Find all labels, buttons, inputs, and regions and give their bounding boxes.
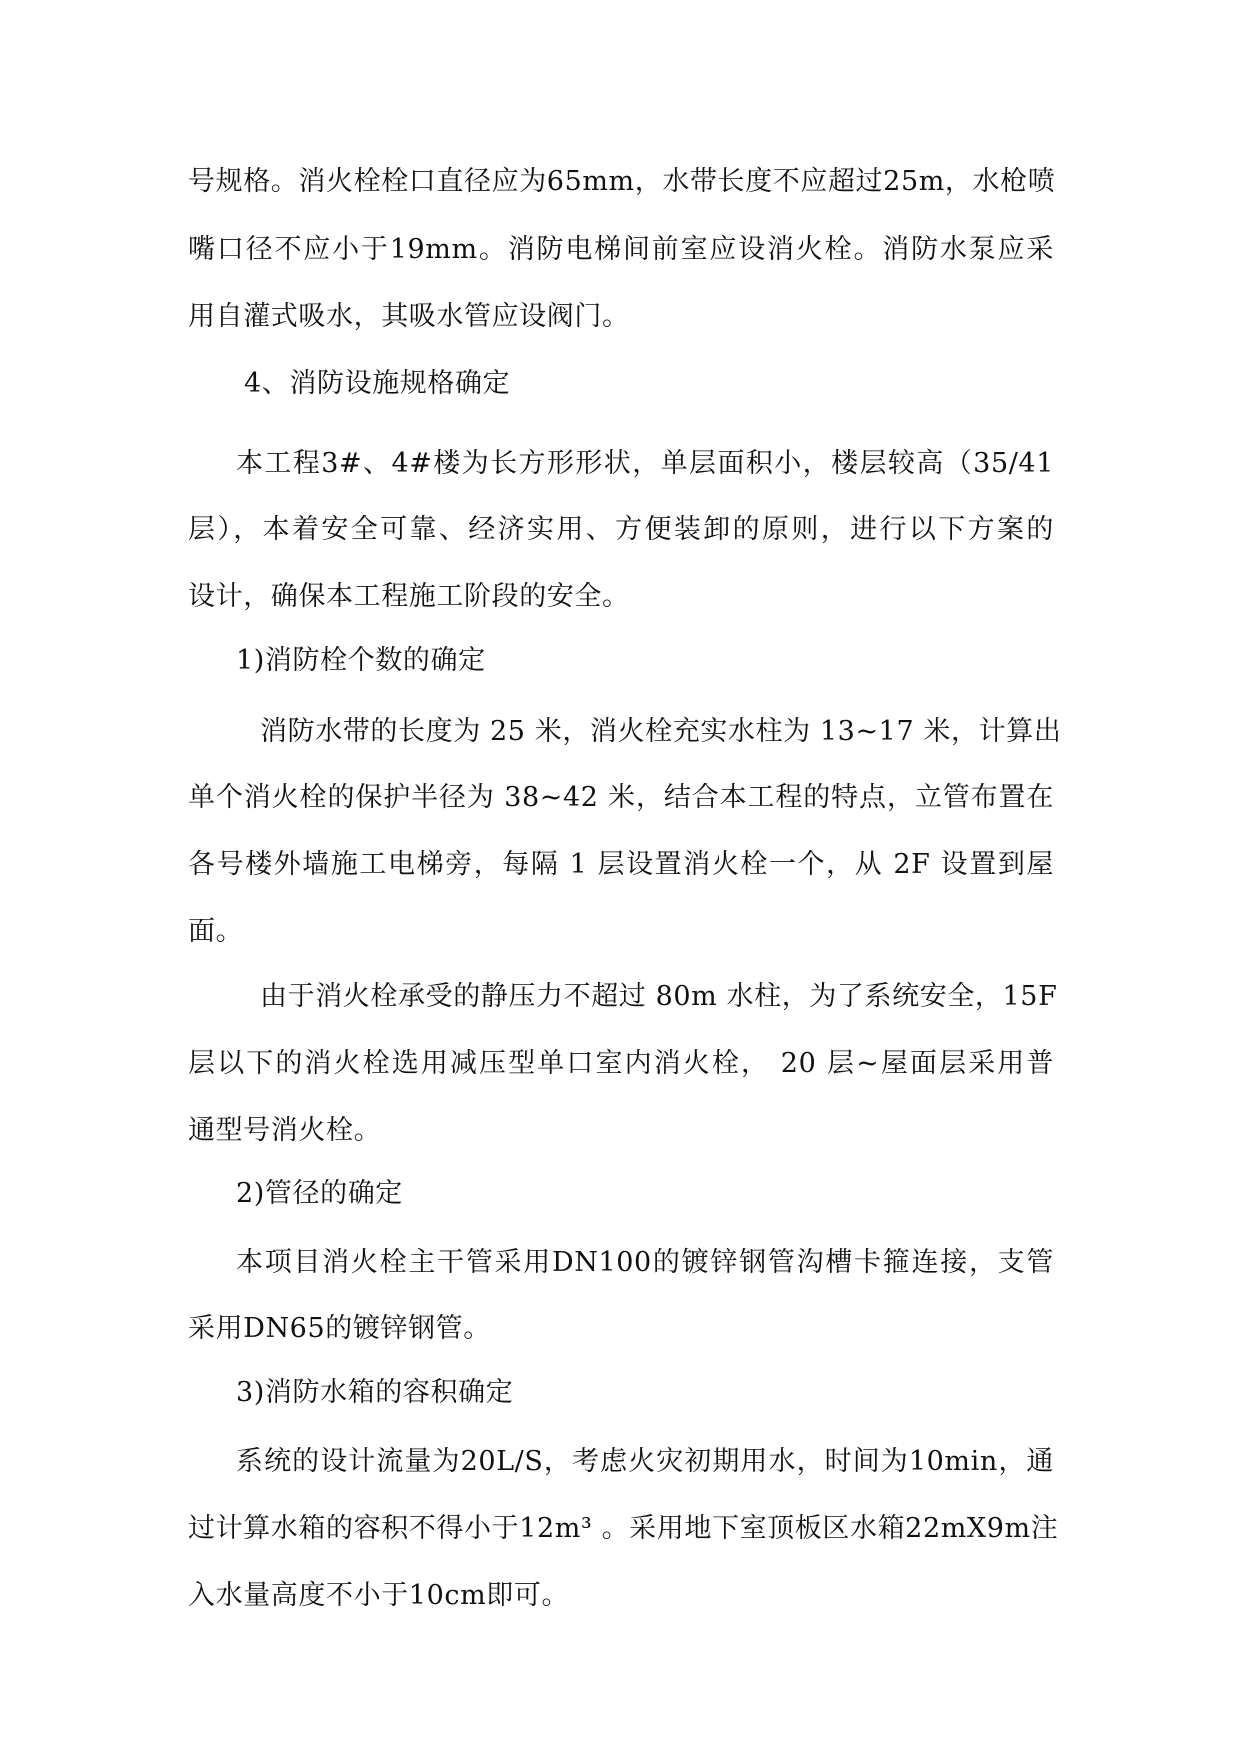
text-line: 设计，确保本工程施工阶段的安全。 xyxy=(188,581,630,612)
subsection-heading: 1)消防栓个数的确定 xyxy=(236,645,486,676)
text-line: 用自灌式吸水，其吸水管应设阀门。 xyxy=(188,301,630,332)
text-line: 面。 xyxy=(188,916,244,947)
subsection-heading: 3)消防水箱的容积确定 xyxy=(236,1377,514,1408)
text-line: 嘴口径不应小于19mm。消防电梯间前室应设消火栓。消防水泵应采 xyxy=(188,234,1054,265)
text-line: 单个消火栓的保护半径为 38~42 米，结合本工程的特点，立管布置在 xyxy=(188,782,1054,813)
text-line: 号规格。消火栓栓口直径应为65mm，水带长度不应超过25m，水枪喷 xyxy=(188,166,1056,197)
text-line: 系统的设计流量为20L/S，考虑火灾初期用水，时间为10min，通 xyxy=(236,1446,1054,1477)
text-line: 层以下的消火栓选用减压型单口室内消火栓， 20 层~屋面层采用普 xyxy=(188,1048,1054,1079)
text-line: 消防水带的长度为 25 米，消火栓充实水柱为 13~17 米，计算出 xyxy=(260,716,1062,747)
text-line: 各号楼外墙施工电梯旁，每隔 1 层设置消火栓一个，从 2F 设置到屋 xyxy=(188,849,1054,880)
subsection-heading: 2)管径的确定 xyxy=(236,1178,403,1209)
text-line: 由于消火栓承受的静压力不超过 80m 水柱，为了系统安全，15F xyxy=(260,981,1058,1012)
text-line: 本项目消火栓主干管采用DN100的镀锌钢管沟槽卡箍连接，支管 xyxy=(236,1247,1054,1278)
section-heading: 4、消防设施规格确定 xyxy=(244,368,511,399)
text-line: 层），本着安全可靠、经济实用、方便装卸的原则，进行以下方案的 xyxy=(188,514,1054,545)
text-line: 入水量高度不小于10cm即可。 xyxy=(188,1580,570,1611)
text-line: 过计算水箱的容积不得小于12m³ 。采用地下室顶板区水箱22mX9m注 xyxy=(188,1513,1059,1544)
text-line: 本工程3#、4#楼为长方形形状，单层面积小，楼层较高（35/41 xyxy=(236,448,1054,479)
text-line: 通型号消火栓。 xyxy=(188,1115,382,1146)
text-line: 采用DN65的镀锌钢管。 xyxy=(188,1313,491,1344)
